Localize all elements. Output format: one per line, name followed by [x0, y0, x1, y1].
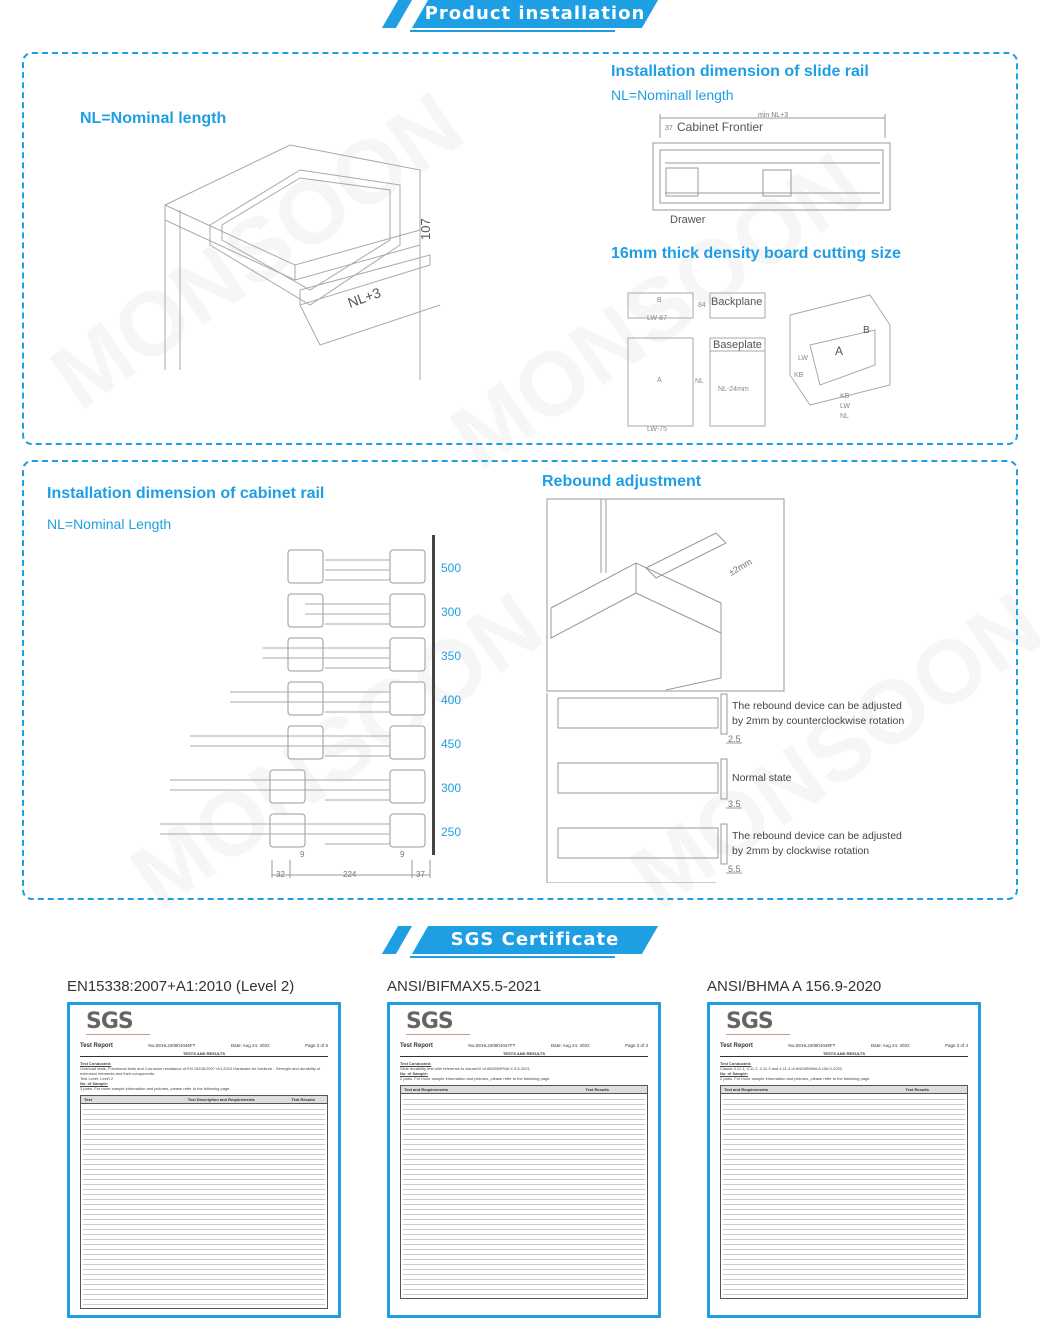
banner-title: Product installation	[424, 3, 646, 24]
report-date: Date: Aug 24, 2022	[870, 1043, 910, 1048]
conducted-text: Slide durability test with reference to clause10 of ANSI/BIFMA X 5.5-2021.	[400, 1066, 531, 1071]
rail-bracket-front	[270, 814, 305, 847]
product-installation-banner	[390, 0, 650, 30]
results-table	[400, 1085, 648, 1299]
table-header: Test Results	[291, 1097, 315, 1102]
report-title: Test Report	[80, 1043, 113, 1049]
sample-label: No. of Sample:	[400, 1071, 429, 1076]
certificate-document	[707, 1002, 981, 1318]
iso-b-label: B	[863, 325, 870, 336]
rebound-state	[558, 694, 904, 744]
table-header: Test Description and Requirements	[187, 1097, 255, 1102]
dim-32: 32	[276, 870, 285, 879]
report-page: Page 2 of 3	[624, 1043, 648, 1048]
rail-length-label: 300	[441, 605, 462, 619]
cabinet-edge	[721, 694, 727, 734]
sample-label: No. of Sample:	[720, 1071, 749, 1076]
legend-kb: KB	[840, 393, 850, 400]
board-cutting-title: 16mm thick density board cutting size	[611, 245, 901, 262]
dim-9-left: 9	[300, 850, 305, 859]
rail-bracket-rear	[390, 638, 425, 671]
certificate-standard: ANSI/BIFMAX5.5-2021	[387, 978, 542, 995]
sgs-logo: SGS	[86, 1009, 150, 1035]
section-title: TESTS AND RESULTS	[80, 1051, 328, 1057]
state-description: Normal state	[732, 772, 792, 784]
rail-row	[230, 682, 461, 715]
cabinet-frontier-label: Cabinet Frontier	[677, 120, 764, 134]
results-table	[80, 1095, 328, 1309]
iso-kb-label: KB	[794, 372, 804, 379]
rebound-title: Rebound adjustment	[542, 473, 702, 490]
report-date: Date: Aug 24, 2022	[230, 1043, 270, 1048]
rail-length-label: 300	[441, 781, 462, 795]
certificate-document	[67, 1002, 341, 1318]
dim-9-right: 9	[400, 850, 405, 859]
rail-bar	[263, 648, 391, 668]
rail-length-label: 350	[441, 649, 462, 663]
rail-bracket-front	[288, 682, 323, 715]
report-number: No.SDHL220801​048FT	[788, 1043, 836, 1048]
nl24-label: NL-24mm	[718, 386, 749, 393]
board-84-label: 84	[698, 302, 706, 309]
rail-row	[170, 770, 461, 803]
report-page: Page 2 of 4	[944, 1043, 968, 1048]
board-a-label: A	[657, 377, 662, 384]
sample-text: 3 pairs. For more sample information and pictures, please refer to the following page.	[80, 1086, 231, 1091]
rail-bracket-front	[288, 550, 323, 583]
table-header: Test and Requirements	[404, 1087, 448, 1092]
offset-label: 37	[665, 125, 673, 132]
state-description: by 2mm by counterclockwise rotation	[732, 715, 905, 727]
results-table	[720, 1085, 968, 1299]
slide-rail-diagram	[650, 108, 900, 228]
rail-row	[160, 814, 461, 847]
rail-length-label: 400	[441, 693, 462, 707]
height-dimension: 107	[418, 218, 433, 240]
rail-length-label: 250	[441, 825, 462, 839]
gap-label: 5.5	[728, 864, 741, 874]
nominal-length-note: NL=Nominal length	[80, 110, 227, 127]
slide-rail-subtitle: NL=Nominall length	[611, 87, 734, 103]
state-description: The rebound device can be adjusted	[732, 830, 902, 842]
rail-bracket-front	[288, 726, 323, 759]
table-header: Test Results	[585, 1087, 609, 1092]
cabinet-edge	[721, 824, 727, 864]
sample-label: No. of Sample:	[80, 1081, 109, 1086]
rail-bracket-front	[288, 594, 323, 627]
sgs-logo: SGS	[406, 1009, 470, 1035]
conducted-label: Test Conducted:	[720, 1061, 752, 1066]
section-title: TESTS AND RESULTS	[720, 1051, 968, 1057]
report-number: No.SDHL220801​047FT	[468, 1043, 516, 1048]
board-lw75-label: LW-75	[647, 426, 667, 433]
report-title: Test Report	[400, 1043, 433, 1049]
cabinet-rail-title: Installation dimension of cabinet rail	[47, 485, 325, 502]
report-number: No.SDHL22080104​6FT	[148, 1043, 196, 1048]
report-title: Test Report	[720, 1043, 753, 1049]
rail-row	[263, 638, 462, 671]
rebound-diagram	[546, 498, 926, 883]
sgs-logo: SGS	[726, 1009, 790, 1035]
legend-nl: NL	[840, 413, 849, 420]
cabinet-edge	[721, 759, 727, 799]
length-dimension: NL+3	[345, 284, 383, 311]
table-header: Test	[84, 1097, 92, 1102]
report-page: Page 2 of 6	[304, 1043, 328, 1048]
table-header: Test Results	[905, 1087, 929, 1092]
iso-lw-label: LW	[798, 355, 808, 362]
section-title: TESTS AND RESULTS	[400, 1051, 648, 1057]
conducted-text: Overload tests, Functional tests and Corrosion resistance of EN 15338:2007+A1:2010 Hardware for furniture - Strength and durability of extension elements and their components.	[80, 1066, 321, 1076]
rail-bracket-front	[270, 770, 305, 803]
rail-bracket-rear	[390, 770, 425, 803]
sgs-certificate-banner	[390, 926, 650, 956]
drawer-diagram	[150, 130, 450, 380]
conducted-text: Clause 4.11.1, 4.11.2, 4.11.3 and 4.11.4 of ANSI/BHMA A 156.9-2020	[720, 1066, 843, 1071]
baseplate-label: Baseplate	[713, 339, 762, 351]
rebound-state	[558, 759, 792, 809]
certificate-standard: EN15338:2007+A1:2010 (Level 2)	[67, 978, 295, 995]
report-date: Date: Aug 24, 2022	[550, 1043, 590, 1048]
certificate-standard: ANSI/BHMA A 156.9-2020	[707, 978, 882, 995]
board-lw87-label: LW-87	[647, 315, 667, 322]
dim-37: 37	[416, 870, 425, 879]
rail-bracket-rear	[390, 814, 425, 847]
conducted-label: Test Conducted:	[400, 1061, 432, 1066]
board-cutting-diagram	[620, 285, 900, 435]
rail-bracket-rear	[390, 682, 425, 715]
min-length-label: min NL+3	[758, 112, 789, 119]
rebound-state	[558, 824, 902, 874]
legend-lw: LW	[840, 403, 850, 410]
conducted-label: Test Conducted:	[80, 1061, 112, 1066]
rail-length-label: 500	[441, 561, 462, 575]
state-description: The rebound device can be adjusted	[732, 700, 902, 712]
rail-bracket-front	[288, 638, 323, 671]
certificate-document	[387, 1002, 661, 1318]
state-description: by 2mm by clockwise rotation	[732, 845, 870, 857]
iso-a-label: A	[835, 344, 844, 358]
cabinet-rail-subtitle: NL=Nominal Length	[47, 516, 172, 532]
drawer-label: Drawer	[670, 214, 706, 226]
rail-length-label: 450	[441, 737, 462, 751]
rail-bar	[325, 560, 390, 580]
rail-row	[288, 550, 461, 583]
slide-rail-title: Installation dimension of slide rail	[611, 63, 869, 80]
rail-row	[288, 594, 461, 627]
dim-224: 224	[343, 870, 357, 879]
gap-label: 2.5	[728, 734, 741, 744]
board-b-label: B	[657, 297, 662, 304]
cabinet-rail-diagram	[160, 530, 480, 890]
tolerance-label: ±2mm	[727, 556, 754, 578]
rail-row	[190, 726, 461, 759]
rail-bracket-rear	[390, 594, 425, 627]
rail-bracket-rear	[390, 550, 425, 583]
board-nl-label: NL	[695, 378, 704, 385]
backplane-label: Backplane	[711, 296, 763, 308]
gap-label: 3.5	[728, 799, 741, 809]
sample-text: 2 pairs. For more sample information and pictures, please refer to the following page.	[400, 1076, 551, 1081]
table-header: Test and Requirements	[724, 1087, 768, 1092]
banner-title: SGS Certificate	[450, 929, 620, 950]
rail-bracket-rear	[390, 726, 425, 759]
sample-text: 2 pairs. For more sample information and pictures, please refer to the following page.	[720, 1076, 871, 1081]
test-level: Test Level: Level 2	[80, 1076, 114, 1081]
